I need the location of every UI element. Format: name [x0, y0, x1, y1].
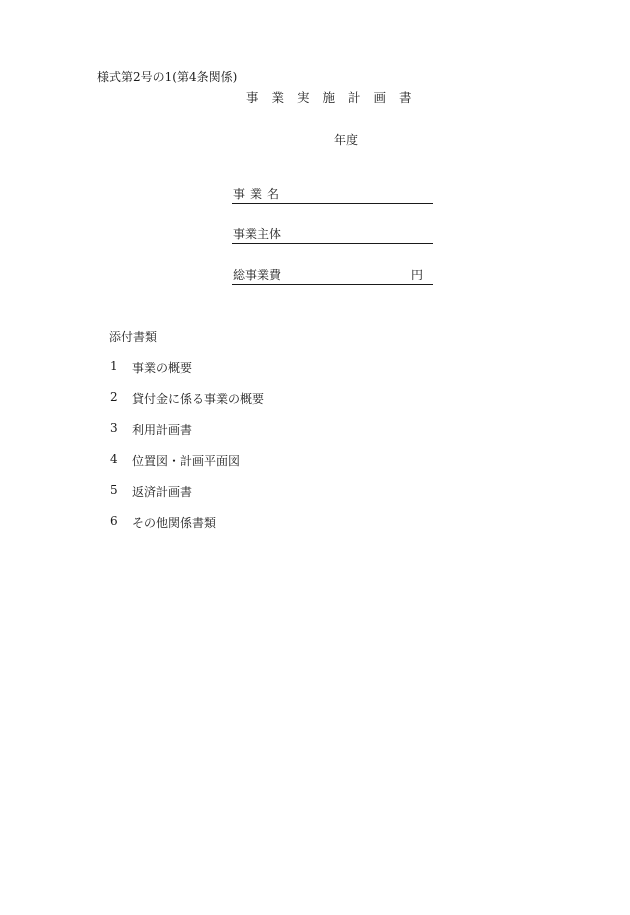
attachment-item: [110, 359, 264, 390]
attachment-text: 事業の概要: [132, 361, 193, 375]
attachment-item: [110, 390, 264, 421]
attachment-text: 返済計画書: [132, 485, 193, 499]
attachment-text: その他関係書類: [132, 516, 217, 530]
project-name-label: 事業名: [233, 187, 285, 201]
document-title: 事業実施計画書: [246, 90, 425, 105]
attachment-text: 位置図・計画平面図: [132, 454, 241, 468]
attachment-number: 3: [110, 421, 118, 435]
attachment-number: 5: [110, 483, 118, 497]
form-number: 様式第2号の1(第4条関係): [97, 70, 238, 84]
total-cost-label: 総事業費: [233, 268, 282, 282]
attachment-item: [110, 421, 264, 452]
attachment-text: 貸付金に係る事業の概要: [132, 392, 265, 406]
attachment-number: 2: [110, 390, 118, 404]
attachments-heading: 添付書類: [109, 330, 158, 344]
attachment-number: 1: [110, 359, 118, 373]
attachment-number: 4: [110, 452, 118, 466]
fiscal-year-label: 年度: [334, 133, 359, 147]
project-entity-field: [232, 227, 433, 244]
project-entity-label: 事業主体: [233, 227, 282, 241]
attachment-text: 利用計画書: [132, 423, 193, 437]
project-name-field: [232, 187, 433, 204]
attachment-item: [110, 514, 264, 545]
total-cost-field: [232, 268, 433, 285]
attachment-item: [110, 452, 264, 483]
attachment-number: 6: [110, 514, 118, 528]
attachment-item: [110, 483, 264, 514]
attachments-list: [110, 359, 264, 545]
total-cost-unit: 円: [410, 268, 423, 282]
